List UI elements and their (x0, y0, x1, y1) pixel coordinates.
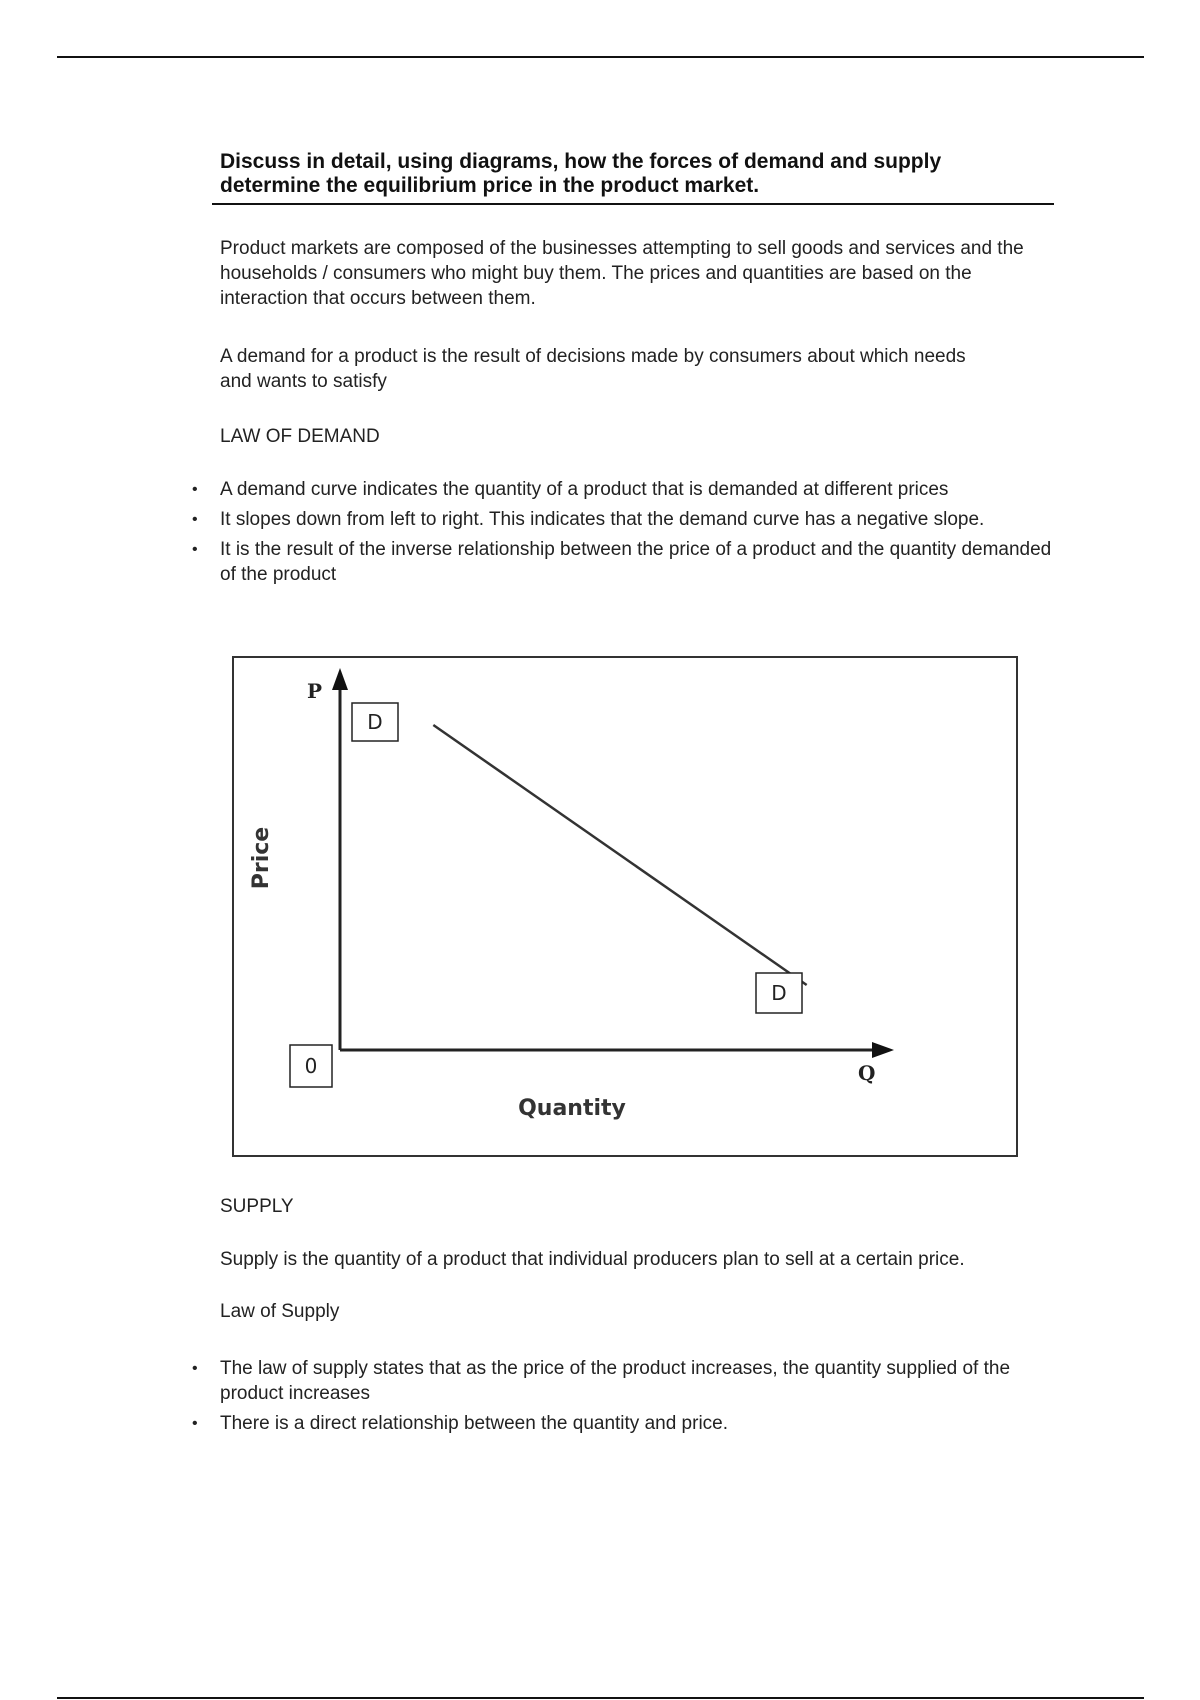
page-top-rule (57, 56, 1144, 58)
list-item: • The law of supply states that as the price of the product increases, the quantity supplied of the product increases (190, 1356, 1060, 1406)
y-axis-letter: P (307, 679, 323, 703)
supply-title: SUPPLY (220, 1196, 294, 1217)
list-item: • It is the result of the inverse relationship between the price of a product and the quantity demanded of the product (190, 537, 1060, 587)
demand-bullet-list (190, 477, 1060, 592)
origin-label: 0 (304, 1054, 318, 1078)
x-axis-letter: Q (858, 1061, 876, 1085)
page-bottom-rule (57, 1697, 1144, 1699)
supply-definition: Supply is the quantity of a product that individual producers plan to sell at a certain price. (220, 1249, 965, 1270)
y-axis-title: Price (249, 826, 274, 890)
law-of-demand-title: LAW OF DEMAND (220, 426, 380, 447)
heading-line-2: determine the equilibrium price in the product market. (220, 174, 760, 197)
list-item: • It slopes down from left to right. This indicates that the demand curve has a negative slope. (190, 507, 1060, 532)
list-item: • There is a direct relationship between the quantity and price. (190, 1411, 1060, 1436)
curve-label-start: D (367, 710, 383, 734)
heading-line-1: Discuss in detail, using diagrams, how the forces of demand and supply (220, 150, 942, 173)
demand-definition: A demand for a product is the result of decisions made by consumers about which needs and wants to satisfy (220, 346, 966, 392)
y-axis-arrowhead (332, 668, 348, 690)
x-axis-arrowhead (872, 1042, 894, 1058)
heading-underline (212, 203, 1054, 205)
law-of-supply-title: Law of Supply (220, 1301, 340, 1322)
curve-label-end: D (771, 981, 787, 1005)
demand-curve-line (433, 725, 806, 985)
list-item: • A demand curve indicates the quantity of a product that is demanded at different prices (190, 477, 1060, 502)
x-axis-title: Quantity (518, 1096, 626, 1121)
demand-curve-diagram (232, 656, 1018, 1157)
demand-chart-svg (234, 658, 1016, 1155)
intro-paragraph: Product markets are composed of the businesses attempting to sell goods and services and the households / consumers who might buy them. The prices and quantities are based on the interaction that occurs between them. (220, 238, 1024, 309)
supply-bullet-list (190, 1356, 1060, 1441)
question-heading (220, 150, 1050, 198)
